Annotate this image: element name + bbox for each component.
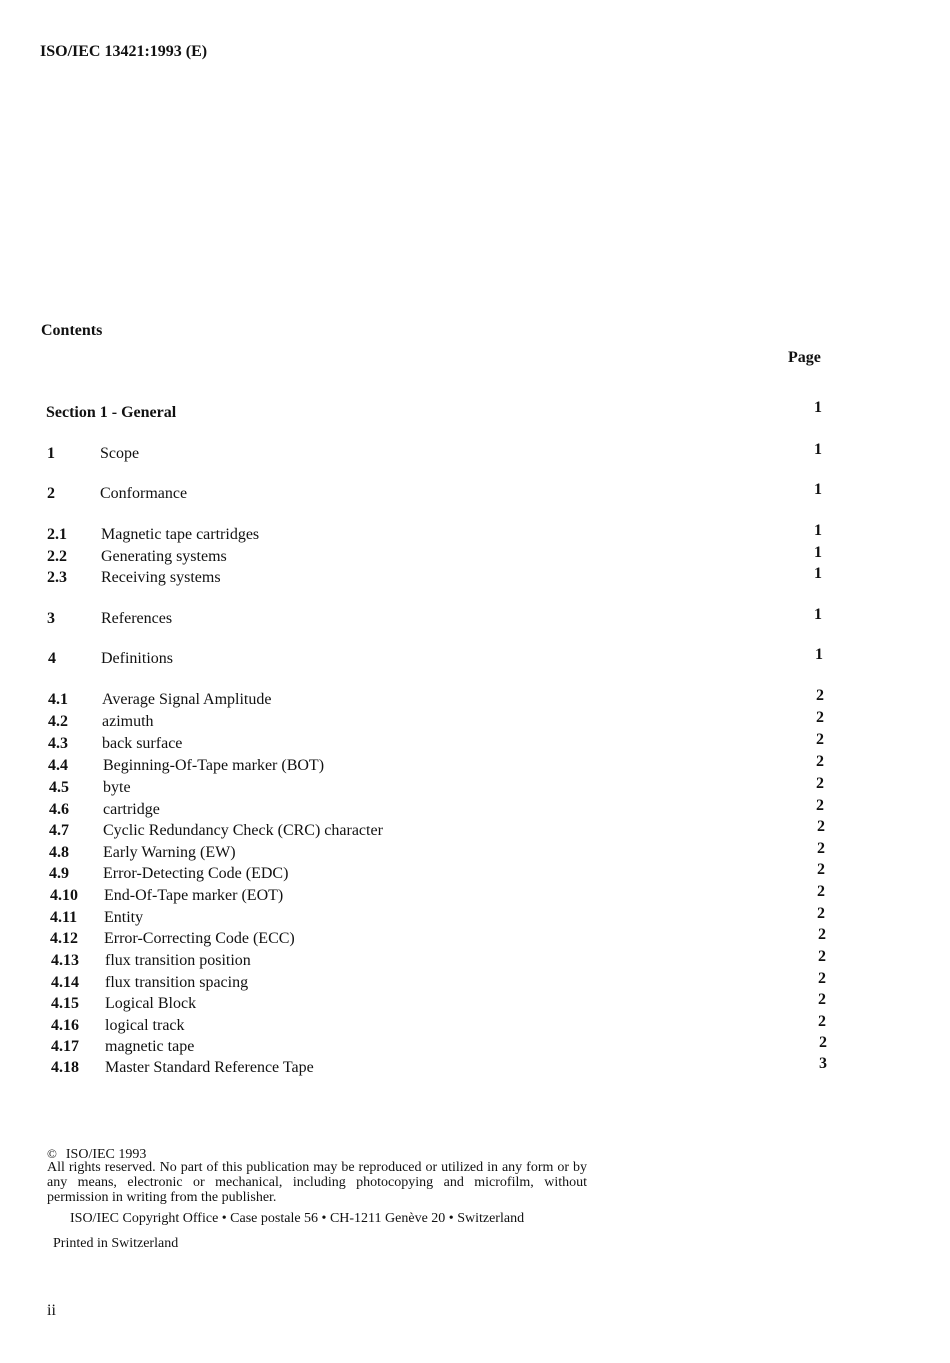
toc-entry-number: 4.4 <box>48 757 68 774</box>
toc-entry-page: 2 <box>816 753 824 770</box>
toc-entry-page: 2 <box>818 926 826 943</box>
toc-entry-label: Logical Block <box>105 995 197 1012</box>
toc-entry-number: 4.14 <box>51 974 79 991</box>
toc-entry-label: Generating systems <box>101 548 227 565</box>
page-column-header: Page <box>788 349 821 366</box>
contents-title: Contents <box>41 322 103 339</box>
toc-entry-page: 2 <box>819 1034 827 1051</box>
toc-entry-page: 2 <box>816 775 824 792</box>
toc-entry-number: 4.6 <box>49 801 69 818</box>
toc-entry-page: 1 <box>814 544 822 561</box>
toc-entry-label: magnetic tape <box>105 1038 195 1055</box>
toc-entry-number: 4.8 <box>49 844 69 861</box>
toc-entry-label: Entity <box>104 909 144 926</box>
toc-entry-number: 4.11 <box>50 909 78 926</box>
toc-entry-label: cartridge <box>103 801 160 818</box>
section-page-number: 1 <box>814 399 822 416</box>
toc-entry-number: 2.3 <box>47 569 67 586</box>
toc-entry-number: 4 <box>48 650 56 667</box>
toc-entry-page: 2 <box>816 731 824 748</box>
toc-entry-page: 2 <box>816 797 824 814</box>
toc-entry-page: 2 <box>816 687 824 704</box>
toc-entry-label: flux transition spacing <box>105 974 249 991</box>
toc-entry-number: 2.1 <box>47 526 67 543</box>
rights-statement: All rights reserved. No part of this publication may be reproduced or utilized in any form or by any means, electronic or mechanical, including photocopying and microfilm, without permission in writing from the publisher. <box>47 1160 587 1205</box>
toc-entry-label: Early Warning (EW) <box>103 844 236 861</box>
toc-entry-page: 2 <box>817 861 825 878</box>
toc-entry-page: 1 <box>814 565 822 582</box>
toc-entry-number: 4.5 <box>49 779 69 796</box>
toc-entry-number: 4.1 <box>48 691 68 708</box>
toc-entry-label: Error-Detecting Code (EDC) <box>103 865 289 882</box>
toc-entry-number: 4.18 <box>51 1059 79 1076</box>
toc-entry-number: 4.3 <box>48 735 68 752</box>
toc-entry-number: 2 <box>47 485 55 502</box>
toc-entry-label: Beginning-Of-Tape marker (BOT) <box>103 757 325 774</box>
toc-entry-label: Definitions <box>101 650 173 667</box>
toc-entry-label: Receiving systems <box>101 569 221 586</box>
copyright-icon: © <box>47 1146 57 1161</box>
toc-entry-label: Cyclic Redundancy Check (CRC) character <box>103 822 383 839</box>
toc-entry-page: 2 <box>817 905 825 922</box>
toc-entry-page: 2 <box>818 948 826 965</box>
toc-entry-page: 1 <box>814 441 822 458</box>
toc-entry-page: 1 <box>814 481 822 498</box>
copyright-text: ISO/IEC 1993 <box>65 1147 147 1162</box>
toc-entry-page: 1 <box>815 646 823 663</box>
toc-entry-number: 4.9 <box>49 865 69 882</box>
toc-entry-label: Magnetic tape cartridges <box>101 526 260 543</box>
toc-entry-page: 2 <box>816 709 824 726</box>
toc-entry-label: byte <box>103 779 131 796</box>
toc-entry-number: 4.7 <box>49 822 69 839</box>
toc-entry-page: 2 <box>818 991 826 1008</box>
toc-entry-page: 2 <box>818 1013 826 1030</box>
toc-entry-number: 4.13 <box>51 952 79 969</box>
toc-entry-label: Conformance <box>100 485 188 502</box>
toc-entry-number: 4.15 <box>51 995 79 1012</box>
toc-entry-label: azimuth <box>102 713 154 730</box>
toc-entry-label: Average Signal Amplitude <box>102 691 272 708</box>
toc-entry-number: 2.2 <box>47 548 67 565</box>
toc-entry-label: References <box>101 610 173 627</box>
toc-entry-page: 2 <box>817 818 825 835</box>
toc-entry-label: End-Of-Tape marker (EOT) <box>104 887 284 904</box>
toc-entry-number: 4.2 <box>48 713 68 730</box>
toc-entry-number: 4.16 <box>51 1017 79 1034</box>
toc-entry-page: 1 <box>814 522 822 539</box>
document-id: ISO/IEC 13421:1993 (E) <box>40 43 208 60</box>
page-number: ii <box>47 1302 56 1319</box>
copyright-office: ISO/IEC Copyright Office • Case postale 56 • CH-1211 Genève 20 • Switzerland <box>70 1211 525 1226</box>
toc-entry-page: 2 <box>818 970 826 987</box>
toc-entry-number: 1 <box>47 445 55 462</box>
toc-entry-page: 2 <box>817 883 825 900</box>
toc-entry-page: 1 <box>814 606 822 623</box>
toc-entry-number: 4.12 <box>50 930 78 947</box>
toc-entry-page: 3 <box>819 1055 827 1072</box>
toc-entry-label: Master Standard Reference Tape <box>105 1059 314 1076</box>
toc-entry-label: back surface <box>102 735 183 752</box>
toc-entry-number: 4.17 <box>51 1038 79 1055</box>
toc-entry-label: flux transition position <box>105 952 251 969</box>
toc-entry-number: 3 <box>47 610 55 627</box>
section-title: Section 1 - General <box>46 404 177 421</box>
toc-entry-label: Error-Correcting Code (ECC) <box>104 930 295 947</box>
toc-entry-label: logical track <box>105 1017 185 1034</box>
toc-entry-number: 4.10 <box>50 887 78 904</box>
printed-in: Printed in Switzerland <box>53 1236 179 1251</box>
toc-entry-page: 2 <box>817 840 825 857</box>
toc-entry-label: Scope <box>100 445 140 462</box>
